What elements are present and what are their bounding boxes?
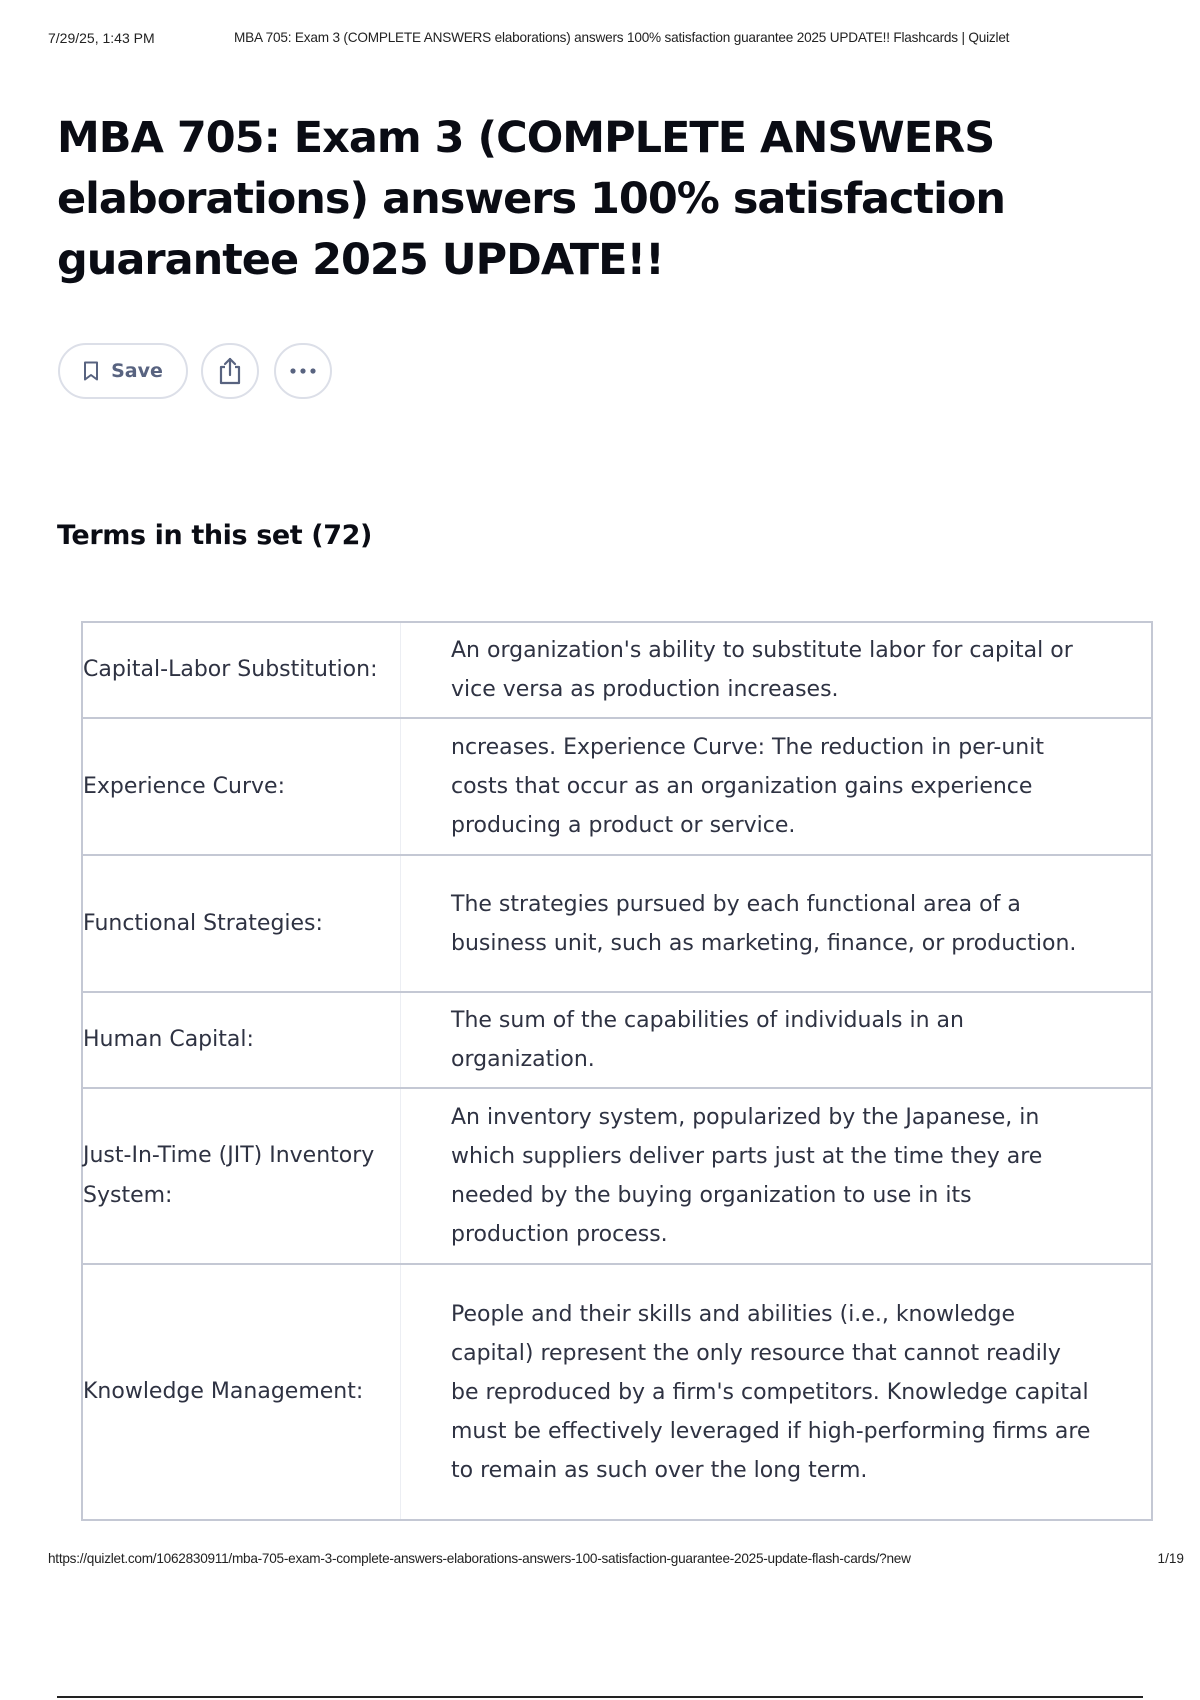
print-date: 7/29/25, 1:43 PM	[48, 30, 155, 46]
definition-text: The strategies pursued by each functional area of a business unit, such as marketing, finance, or production.	[451, 891, 1077, 956]
print-header	[48, 30, 1184, 50]
definition-text: People and their skills and abilities (i.e., knowledge capital) represent the only resource that cannot readily be reproduced by a firm's competitors. Knowledge capital must be effectively leveraged if high-performing firms are to remain as such over the long term.	[451, 1301, 1091, 1483]
print-document-title: MBA 705: Exam 3 (COMPLETE ANSWERS elaborations) answers 100% satisfaction guarantee 2025 UPDATE!! Flashcards | Quizlet	[234, 30, 1010, 45]
more-options-button[interactable]	[274, 343, 332, 399]
term-row	[83, 1265, 1151, 1519]
term-text: Just-In-Time (JIT) Inventory System:	[83, 1089, 401, 1263]
term-text: Functional Strategies:	[83, 856, 401, 991]
definition-text: ncreases. Experience Curve: The reduction in per-unit costs that occur as an organization gains experience producing a product or service.	[451, 735, 1044, 838]
page-title: MBA 705: Exam 3 (COMPLETE ANSWERS elaborations) answers 100% satisfaction guarantee 2025 UPDATE!!	[57, 113, 1005, 285]
definition-text: An organization's ability to substitute labor for capital or vice versa as production increases.	[451, 638, 1073, 702]
term-row	[83, 623, 1151, 719]
definition-text: An inventory system, popularized by the Japanese, in which suppliers deliver parts just at the time they are needed by the buying organization to use in its production process.	[451, 1105, 1043, 1247]
more-options-icon	[289, 367, 317, 375]
save-button[interactable]	[58, 343, 188, 399]
term-text: Experience Curve:	[83, 719, 401, 854]
share-button[interactable]	[201, 343, 259, 399]
save-button-label: Save	[111, 360, 163, 382]
term-row	[83, 719, 1151, 856]
share-icon	[217, 356, 243, 386]
term-row	[83, 1089, 1151, 1265]
page-number: 1/19	[1157, 1551, 1184, 1566]
term-text: Human Capital:	[83, 993, 401, 1087]
term-text: Knowledge Management:	[83, 1265, 401, 1519]
term-row	[83, 993, 1151, 1089]
term-text: Capital-Labor Substitution:	[83, 623, 401, 717]
print-footer	[48, 1551, 1184, 1571]
terms-table	[81, 621, 1153, 1521]
term-row	[83, 856, 1151, 993]
terms-heading: Terms in this set (72)	[57, 520, 372, 551]
bookmark-icon	[83, 361, 99, 381]
divider	[57, 1696, 1143, 1698]
print-url: https://quizlet.com/1062830911/mba-705-exam-3-complete-answers-elaborations-answers-100-satisfaction-guarantee-2025-update-flash-cards/?new	[48, 1551, 911, 1566]
definition-text: The sum of the capabilities of individuals in an organization.	[451, 1008, 964, 1072]
